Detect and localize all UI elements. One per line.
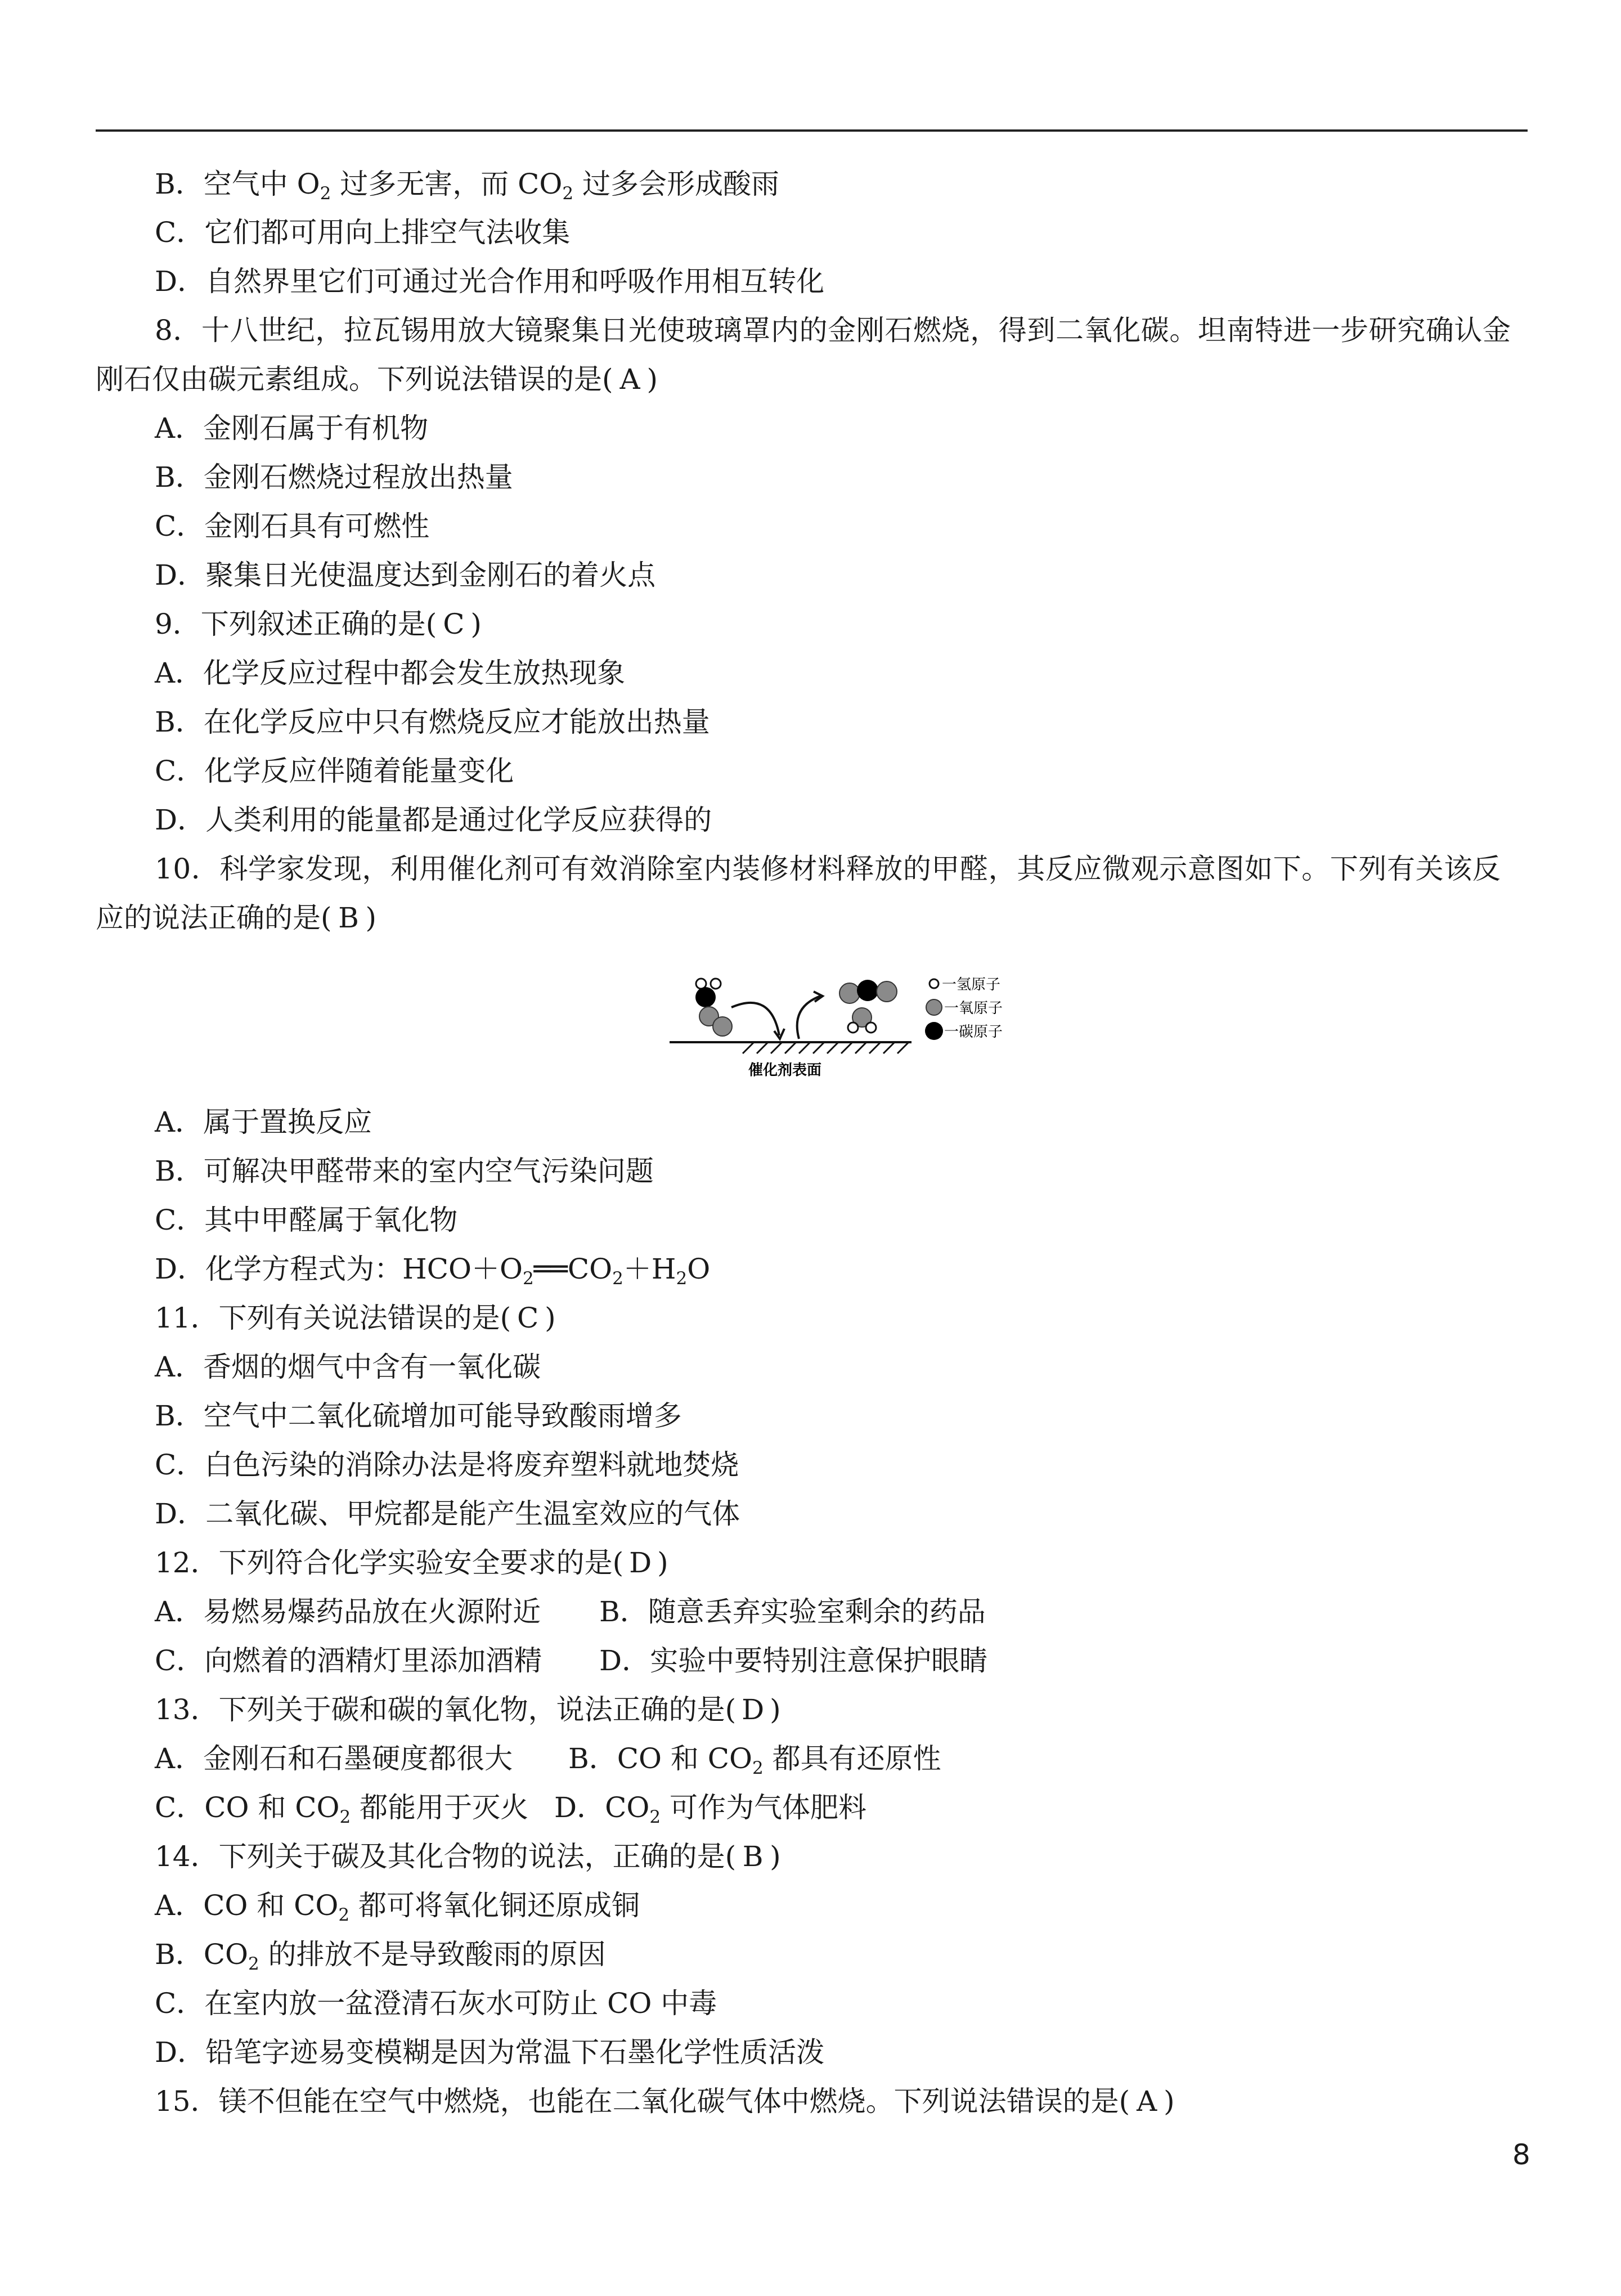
- q9-option-b: B．在化学反应中只有燃烧反应才能放出热量: [155, 706, 710, 738]
- q7-option-c: C．它们都可用向上排空气法收集: [155, 216, 571, 249]
- q8-option-b: B．金刚石燃烧过程放出热量: [155, 461, 513, 494]
- q9-stem: 9．下列叙述正确的是( C ): [155, 608, 482, 640]
- q12-stem: 12．下列符合化学实验安全要求的是( D ): [155, 1546, 668, 1579]
- q14-option-a: A．CO 和 $CO_2$ 都可将氧化铜还原成铜: [155, 1889, 640, 1925]
- q10-stem-line1: 10．科学家发现，利用催化剂可有效消除室内装修材料释放的甲醛，其反应微观示意图如下。下列有关该反: [155, 853, 1501, 885]
- arrow-out-icon: [797, 996, 820, 1039]
- q15-answer: A: [1137, 2085, 1157, 2118]
- q10-option-c: C．其中甲醛属于氧化物: [155, 1204, 458, 1236]
- q9-option-d: D．人类利用的能量都是通过化学反应获得的: [155, 804, 712, 836]
- formaldehyde-molecule: [695, 979, 732, 1036]
- q11-option-b: B．空气中二氧化硫增加可能导致酸雨增多: [155, 1400, 682, 1432]
- q13-option-a: A．金刚石和石墨硬度都很大: [155, 1742, 513, 1775]
- q14-option-b: B．$CO_2$ 的排放不是导致酸雨的原因: [155, 1938, 606, 1974]
- q8-option-c: C．金刚石具有可燃性: [155, 510, 430, 542]
- q11-option-d: D．二氧化碳、甲烷都是能产生温室效应的气体: [155, 1497, 740, 1530]
- q10-option-a: A．属于置换反应: [155, 1106, 372, 1138]
- q14-option-d: D．铅笔字迹易变模糊是因为常温下石墨化学性质活泼: [155, 2036, 825, 2069]
- q13-option-c: C．CO 和 $CO_2$ 都能用于灭火: [155, 1791, 529, 1827]
- page-number: 8: [1512, 2138, 1530, 2171]
- q10-answer: B: [338, 902, 359, 934]
- q12-option-b: B．随意丢弃实验室剩余的药品: [599, 1595, 986, 1628]
- q8-option-d: D．聚集日光使温度达到金刚石的着火点: [155, 559, 656, 591]
- svg-text:一碳原子: 一碳原子: [944, 1024, 1003, 1041]
- q11-option-a: A．香烟的烟气中含有一氧化碳: [155, 1351, 541, 1383]
- diagram-legend: [925, 976, 1003, 1041]
- arrow-in-icon: [731, 1003, 779, 1035]
- q15-stem: 15．镁不但能在空气中燃烧，也能在二氧化碳气体中燃烧。下列说法错误的是( A ): [155, 2085, 1175, 2118]
- q12-option-d: D．实验中要特别注意保护眼睛: [599, 1644, 988, 1677]
- q14-stem: 14．下列关于碳及其化合物的说法，正确的是( B ): [155, 1840, 781, 1873]
- q8-answer: A: [619, 363, 640, 396]
- reaction-diagram: [664, 968, 1035, 1080]
- q13-option-b: B．CO 和 $CO_2$ 都具有还原性: [568, 1742, 941, 1778]
- q10-option-d: D．化学方程式为：$HCO+O_2══CO_2+H_2O$: [155, 1253, 711, 1289]
- svg-text:一氧原子: 一氧原子: [944, 1000, 1003, 1017]
- q13-option-d: D．$CO_2$ 可作为气体肥料: [554, 1791, 866, 1827]
- q14-answer: B: [742, 1840, 764, 1873]
- q8-stem-line2: 刚石仅由碳元素组成。下列说法错误的是( A ): [96, 363, 658, 396]
- q13-answer: D: [742, 1693, 765, 1726]
- q7-option-b: B．空气中 $O_2$ 过多无害，而 $CO_2$ 过多会形成酸雨: [155, 168, 780, 204]
- q9-answer: C: [443, 608, 465, 640]
- q13-stem: 13．下列关于碳和碳的氧化物，说法正确的是( D ): [155, 1693, 781, 1726]
- q12-option-c: C．向燃着的酒精灯里添加酒精: [155, 1644, 542, 1677]
- q8-stem-line1: 8．十八世纪，拉瓦锡用放大镜聚集日光使玻璃罩内的金刚石燃烧，得到二氧化碳。坦南特进一步研究确认金: [155, 314, 1511, 347]
- header-rule: [96, 129, 1528, 132]
- q10-option-b: B．可解决甲醛带来的室内空气污染问题: [155, 1155, 654, 1187]
- q10-stem-line2: 应的说法正确的是( B ): [96, 902, 377, 934]
- q9-option-a: A．化学反应过程中都会发生放热现象: [155, 657, 626, 689]
- q8-option-a: A．金刚石属于有机物: [155, 412, 429, 445]
- svg-text:一氢原子: 一氢原子: [942, 976, 1001, 993]
- q11-stem: 11．下列有关说法错误的是( C ): [155, 1302, 556, 1334]
- q11-option-c: C．白色污染的消除办法是将废弃塑料就地焚烧: [155, 1449, 739, 1481]
- q12-answer: D: [629, 1546, 652, 1579]
- q7-option-d: D．自然界里它们可通过光合作用和呼吸作用相互转化: [155, 265, 825, 298]
- q12-option-a: A．易燃易爆药品放在火源附近: [155, 1595, 541, 1628]
- q9-option-c: C．化学反应伴随着能量变化: [155, 755, 514, 787]
- diagram-caption: 催化剂表面: [748, 1062, 822, 1079]
- q14-option-c: C．在室内放一盆澄清石灰水可防止 CO 中毒: [155, 1987, 717, 2020]
- product-molecules: [839, 980, 897, 1033]
- q11-answer: C: [517, 1302, 539, 1334]
